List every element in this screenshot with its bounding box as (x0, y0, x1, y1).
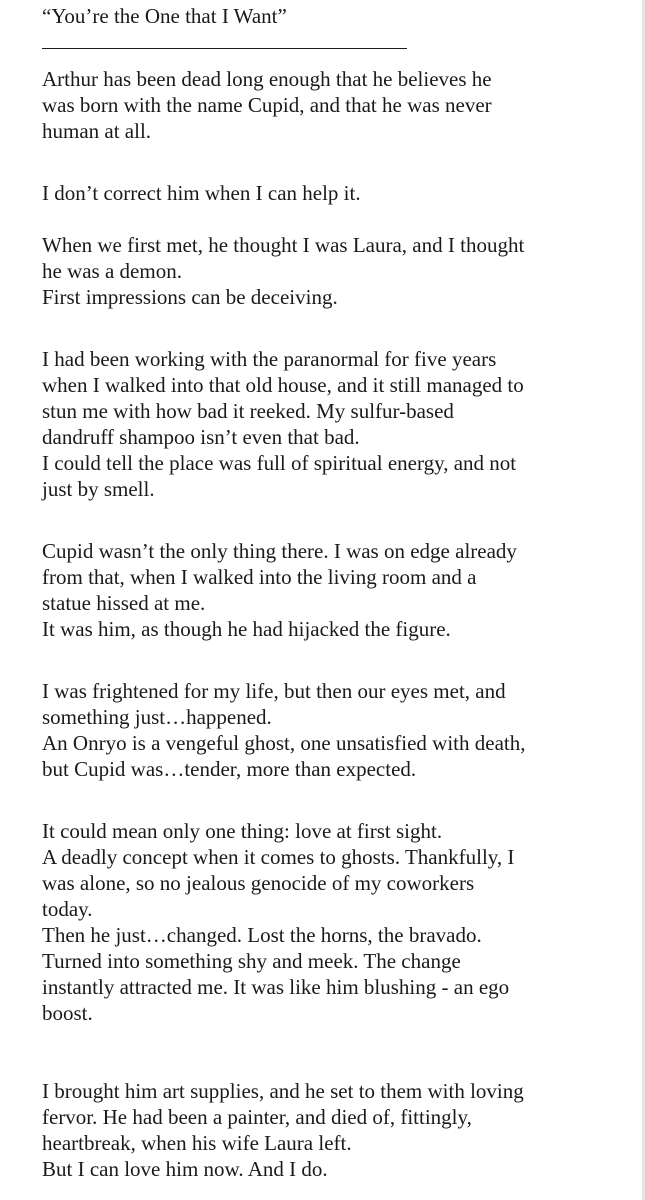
story-line: statue hissed at me. (42, 591, 206, 615)
story-line: I could tell the place was full of spiritual energy, and not (42, 451, 517, 475)
story-line: today. (42, 897, 93, 921)
story-line: I don’t correct him when I can help it. (42, 181, 361, 205)
story-line: It was him, as though he had hijacked the figure. (42, 617, 451, 641)
story-line: he was a demon. (42, 259, 182, 283)
story-line: But I can love him now. And I do. (42, 1157, 328, 1181)
story-line: An Onryo is a vengeful ghost, one unsatisfied with death, (42, 731, 526, 755)
story-line: It could mean only one thing: love at first sight. (42, 819, 443, 843)
story-title: “You’re the One that I Want” (42, 4, 287, 28)
story-line: dandruff shampoo isn’t even that bad. (42, 425, 360, 449)
story-line: A deadly concept when it comes to ghosts. Thankfully, I (42, 845, 515, 869)
story-line: from that, when I walked into the living room and a (42, 565, 477, 589)
story-line: was born with the name Cupid, and that he was never (42, 93, 492, 117)
story-line: When we first met, he thought I was Laura, and I thought (42, 233, 525, 257)
story-line: just by smell. (42, 477, 155, 501)
story-line: First impressions can be deceiving. (42, 285, 338, 309)
story-line: Then he just…changed. Lost the horns, the bravado. (42, 923, 482, 947)
story-line: I was frightened for my life, but then our eyes met, and (42, 679, 506, 703)
story-line: stun me with how bad it reeked. My sulfur-based (42, 399, 454, 423)
story-line: human at all. (42, 119, 152, 143)
story-line: I had been working with the paranormal for five years (42, 347, 497, 371)
story-line: when I walked into that old house, and it still managed to (42, 373, 524, 397)
story-line: Cupid wasn’t the only thing there. I was on edge already (42, 539, 517, 563)
story-line: Arthur has been dead long enough that he believes he (42, 67, 492, 91)
title-underline (42, 48, 407, 49)
story-line: I brought him art supplies, and he set to them with loving (42, 1079, 524, 1103)
story-line: but Cupid was…tender, more than expected. (42, 757, 417, 781)
story-line: heartbreak, when his wife Laura left. (42, 1131, 352, 1155)
story-line: instantly attracted me. It was like him blushing - an ego (42, 975, 510, 999)
story-line: fervor. He had been a painter, and died of, fittingly, (42, 1105, 472, 1129)
story-line: boost. (42, 1001, 93, 1025)
story-line: something just…happened. (42, 705, 272, 729)
story-line: Turned into something shy and meek. The change (42, 949, 461, 973)
story-line: was alone, so no jealous genocide of my coworkers (42, 871, 475, 895)
